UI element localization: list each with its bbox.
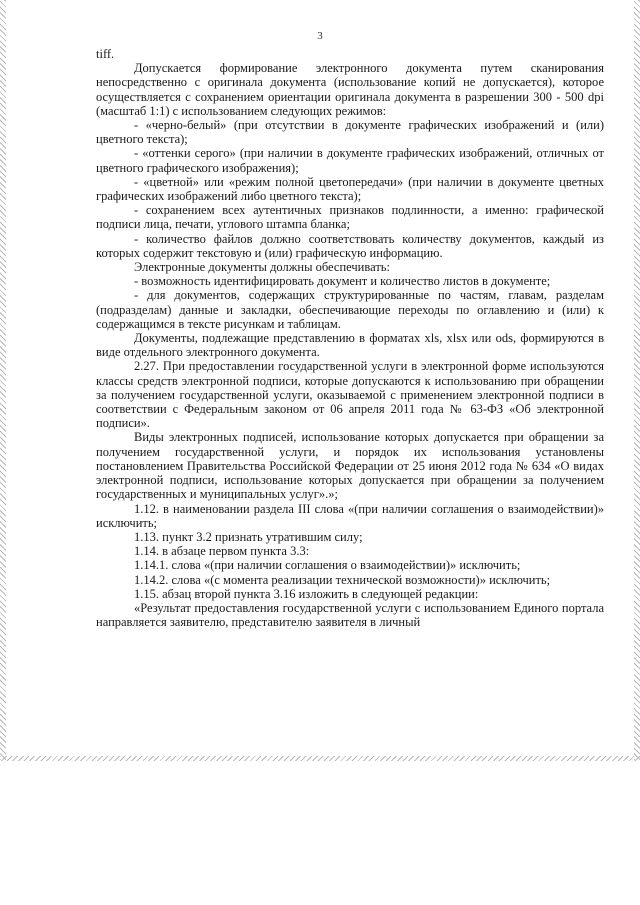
paragraph: - «цветной» или «режим полной цветопередачи» (при наличии в документе цветных графических изображений либо цветного текста); (96, 174, 604, 204)
paragraph: 1.13. пункт 3.2 признать утратившим силу; (134, 529, 363, 544)
page-number: 3 (317, 30, 323, 42)
paragraph: Допускается формирование электронного документа путем сканирования непосредственно с оригинала документа (использование копий не допускается), которое осуществляется с сохранением ориентации оригинала документа в разрешении 300 - 500 dpi (масштаб 1:1) с использованием следующих режимов: (96, 61, 604, 118)
paragraph: - возможность идентифицировать документ и количество листов в документе; (134, 274, 551, 289)
paragraph: 2.27. При предоставлении государственной услуги в электронной форме используются классы средств электронной подписи, которые допускаются к использованию при обращении за получением государственной услуги, оказываемой с применением электронной подписи в соответствии с Федеральным законом от 06 апреля 2011 года № 63-ФЗ «Об электронной подписи». (96, 359, 604, 431)
paragraph: 1.14.1. слова «(при наличии соглашения о взаимодействии)» исключить; (134, 558, 521, 573)
paragraph: 1.14. в абзаце первом пункта 3.3: (134, 544, 310, 559)
paragraph: tiff. (96, 47, 115, 61)
paragraph: 1.15. абзац второй пункта 3.16 изложить в следующей редакции: (134, 586, 479, 601)
page-edge-bottom (0, 756, 640, 761)
paragraph: - «черно-белый» (при отсутствии в документе графических изображений и (или) цветного текста); (96, 118, 604, 147)
paragraph: - сохранением всех аутентичных признаков подлинности, а именно: графической подписи лица, печати, углового штампа бланка; (96, 203, 604, 232)
paragraph: - количество файлов должно соответствовать количеству документов, каждый из которых содержит текстовую и (или) графическую информацию. (96, 231, 604, 260)
paragraph: Электронные документы должны обеспечивать: (134, 260, 390, 275)
paragraph: 1.14.2. слова «(с момента реализации технической возможности)» исключить; (134, 572, 551, 587)
paragraph: Документы, подлежащие представлению в форматах xls, xlsx или ods, формируются в виде отдельного электронного документа. (96, 331, 604, 360)
document-body (96, 47, 604, 629)
paragraph: «Результат предоставления государственной услуги с использованием Единого портала направляется заявителю, представителю заявителя в личный (96, 600, 604, 630)
paragraph: - для документов, содержащих структурированные по частям, главам, разделам (подразделам) данные и закладки, обеспечивающие переходы по оглавлению и (или) к содержащимся в тексте рисункам и таблицам. (96, 288, 604, 331)
page-edge-right (634, 0, 640, 760)
paragraph: Виды электронных подписей, использование которых допускается при обращении за получением государственной услуги, и порядок их использования установлены постановлением Правительства Российской Федерации от 25 июня 2012 года № 634 «О видах электронной подписи, использование которых допускается при обращении за получением государственных и муниципальных услуг».»; (96, 430, 604, 502)
paragraph: 1.12. в наименовании раздела III слова «(при наличии соглашения о взаимодействии)» исключить; (96, 501, 604, 530)
page-edge-left (0, 0, 6, 760)
paragraph: - «оттенки серого» (при наличии в документе графических изображений, отличных от цветного графического изображения); (96, 146, 604, 175)
